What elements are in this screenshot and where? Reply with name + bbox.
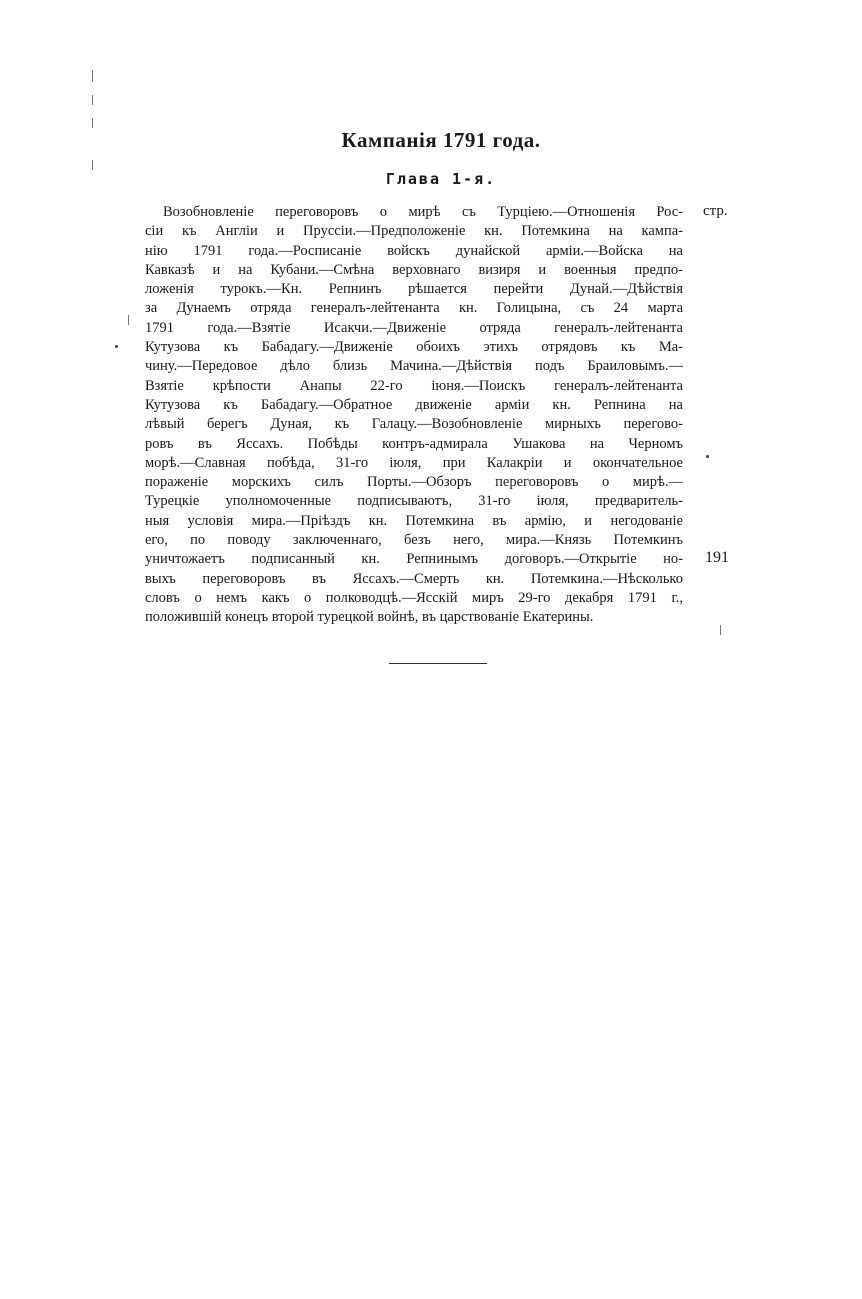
summary-line: Кутузова къ Бабадагу.—Движеніе обоихъ этихъ отрядовъ къ Ма- <box>145 339 683 356</box>
summary-line: ровъ въ Яссахъ. Побѣды контръ-адмирала Ушакова на Черномъ <box>145 435 683 452</box>
summary-line: Взятіе крѣпости Анапы 22-го іюня.—Поискъ генералъ-лейтенанта <box>145 377 683 394</box>
summary-line: Кавказѣ и на Кубани.—Смѣна верховнаго визиря и военныя предпо- <box>145 261 683 278</box>
scan-mark <box>128 315 129 325</box>
scan-mark <box>92 160 93 170</box>
scan-mark <box>92 95 93 105</box>
summary-line: пораженіе морскихъ силъ Порты.—Обзоръ переговоровъ о мирѣ.— <box>145 474 683 491</box>
chapter-heading: Глава 1-я. <box>385 170 497 188</box>
summary-line: морѣ.—Славная побѣда, 31-го іюля, при Калакріи и окончательное <box>145 454 683 471</box>
page-title: Кампанія 1791 года. <box>341 128 541 152</box>
summary-line: Возобновленіе переговоровъ о мирѣ съ Турціею.—Отношенія Рос- <box>163 204 683 220</box>
summary-line: 1791 года.—Взятіе Исакчи.—Движеніе отряда генералъ-лейтенанта <box>145 319 683 336</box>
summary-line: словъ о немъ какъ о полководцѣ.—Ясскій миръ 29-го декабря 1791 г., <box>145 589 683 606</box>
scan-mark <box>720 625 721 635</box>
summary-line: уничтожаетъ подписанный кн. Репнинымъ договоръ.—Открытіе но- <box>145 551 683 568</box>
summary-line: сіи къ Англіи и Пруссіи.—Предположеніе кн. Потемкина на кампа- <box>145 223 683 240</box>
summary-line: нію 1791 года.—Росписаніе войскъ дунайской арміи.—Войска на <box>145 242 683 259</box>
page-column-label: стр. <box>703 203 728 219</box>
scan-dot <box>706 455 709 458</box>
summary-line: ныя условія мира.—Пріѣздъ кн. Потемкина въ армію, и негодованіе <box>145 512 683 529</box>
summary-line: Кутузова къ Бабадагу.—Обратное движеніе арміи кн. Репнина на <box>145 396 683 413</box>
summary-line: ложенія турокъ.—Кн. Репнинъ рѣшается перейти Дунай.—Дѣйствія <box>145 281 683 298</box>
summary-line: его, по поводу заключеннаго, безъ него, мира.—Князь Потемкинъ <box>145 532 683 549</box>
page-number-reference: 191 <box>705 549 729 566</box>
summary-line: лѣвый берегъ Дуная, къ Галацу.—Возобновленіе мирныхъ перегово- <box>145 416 683 433</box>
scan-mark <box>92 118 93 128</box>
summary-line: Турецкіе уполномоченные подписываютъ, 31-го іюля, предваритель- <box>145 493 683 510</box>
summary-line: за Дунаемъ отряда генералъ-лейтенанта кн. Голицына, съ 24 марта <box>145 300 683 317</box>
section-divider <box>389 663 487 664</box>
scan-dot <box>115 345 118 348</box>
summary-line: выхъ переговоровъ въ Яссахъ.—Смерть кн. Потемкина.—Нѣсколько <box>145 570 683 587</box>
summary-line: положившій конецъ второй турецкой войнѣ, въ царствованіе Екатерины. <box>145 609 594 626</box>
chapter-summary <box>145 203 683 628</box>
summary-line: чину.—Передовое дѣло близь Мачина.—Дѣйствія подъ Браиловымъ.— <box>145 358 683 375</box>
scan-mark <box>92 70 93 82</box>
